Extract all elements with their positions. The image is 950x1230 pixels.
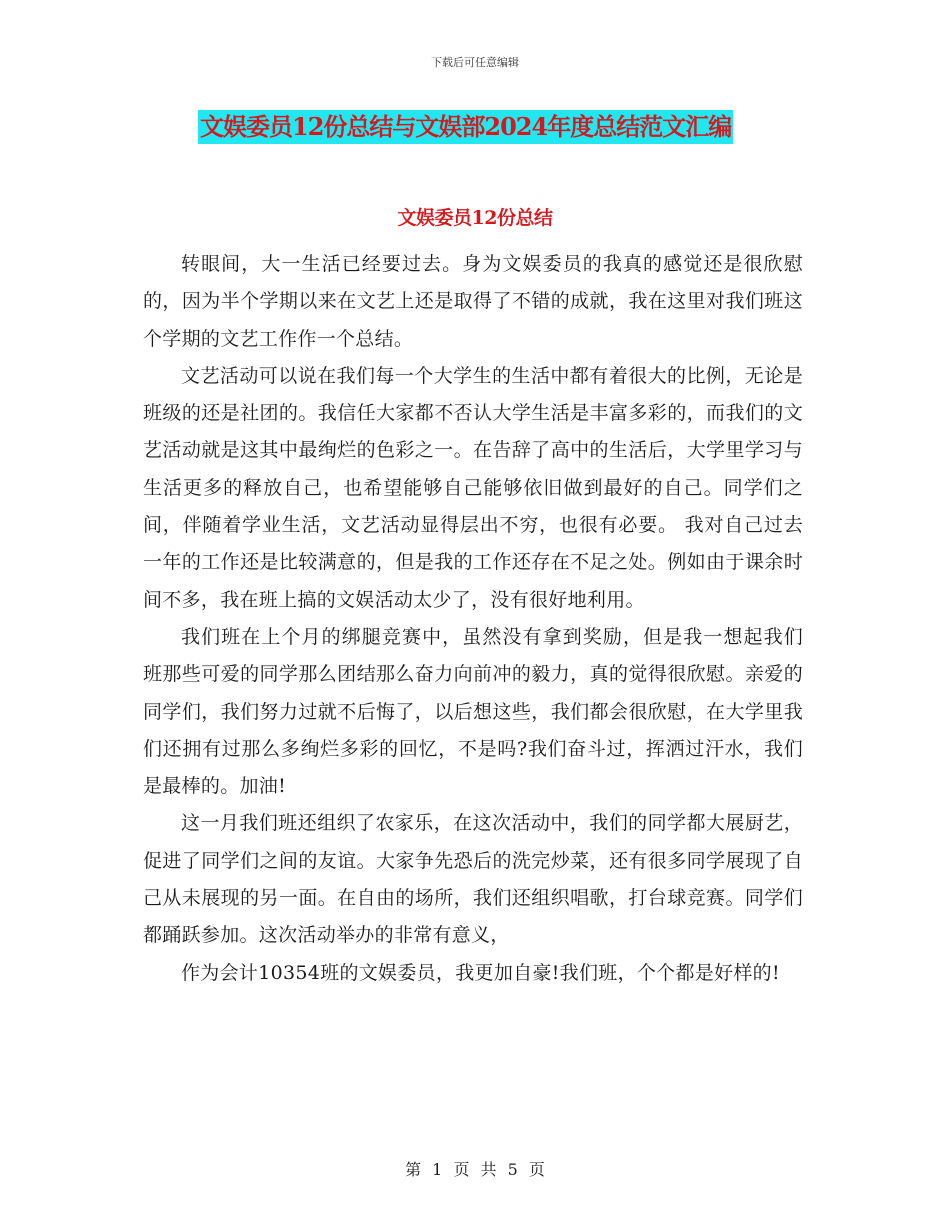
document-title: 文娱委员12份总结与文娱部2024年度总结范文汇编: [198, 110, 733, 144]
paragraph-2: 文艺活动可以说在我们每一个大学生的生活中都有着很大的比例，无论是班级的还是社团的。我信任大家都不否认大学生活是丰富多彩的，而我们的文艺活动就是这其中最绚烂的色彩之一。在告辞了高中的生活后，大学里学习与生活更多的释放自己，也希望能够自己能够依旧做到最好的自己。同学们之间，伴随着学业生活，文艺活动显得层出不穷，也很有必要。 我对自己过去一年的工作还是比较满意的，但是我的工作还存在不足之处。例如由于课余时间不多，我在班上搞的文娱活动太少了，没有很好地利用。: [143, 364, 803, 611]
page-number: 第 1 页 共 5 页: [405, 1160, 545, 1179]
document-body: [143, 246, 803, 992]
header-note: 下载后可任意编辑: [431, 56, 519, 69]
paragraph-5: 作为会计10354班的文娱委员，我更加自豪!我们班，个个都是好样的!: [181, 961, 780, 984]
paragraph-3: 我们班在上个月的绑腿竞赛中，虽然没有拿到奖励，但是我一想起我们 班那些可爱的同学那么团结那么奋力向前冲的毅力，真的觉得很欣慰。亲爱的同学们，我们努力过就不后悔了，以后想这些，我们都会很欣慰，在大学里我们还拥有过那么多绚烂多彩的回忆，不是吗?我们奋斗过，挥洒过汗水，我们是最棒的。加油!: [143, 625, 803, 798]
paragraph-4: 这一月我们班还组织了农家乐，在这次活动中，我们的同学都大展厨艺，促进了同学们之间的友谊。大家争先恐后的洗完炒菜，还有很多同学展现了自己从未展现的另一面。在自由的场所，我们还组织唱歌，打台球竞赛。同学们都踊跃参加。这次活动举办的非常有意义，: [143, 812, 803, 947]
section-title: 文娱委员12份总结: [397, 207, 553, 229]
paragraph-1: 转眼间，大一生活已经要过去。身为文娱委员的我真的感觉还是很欣慰的，因为半个学期以来在文艺上还是取得了不错的成就，我在这里对我们班这个学期的文艺工作作一个总结。: [143, 253, 803, 350]
